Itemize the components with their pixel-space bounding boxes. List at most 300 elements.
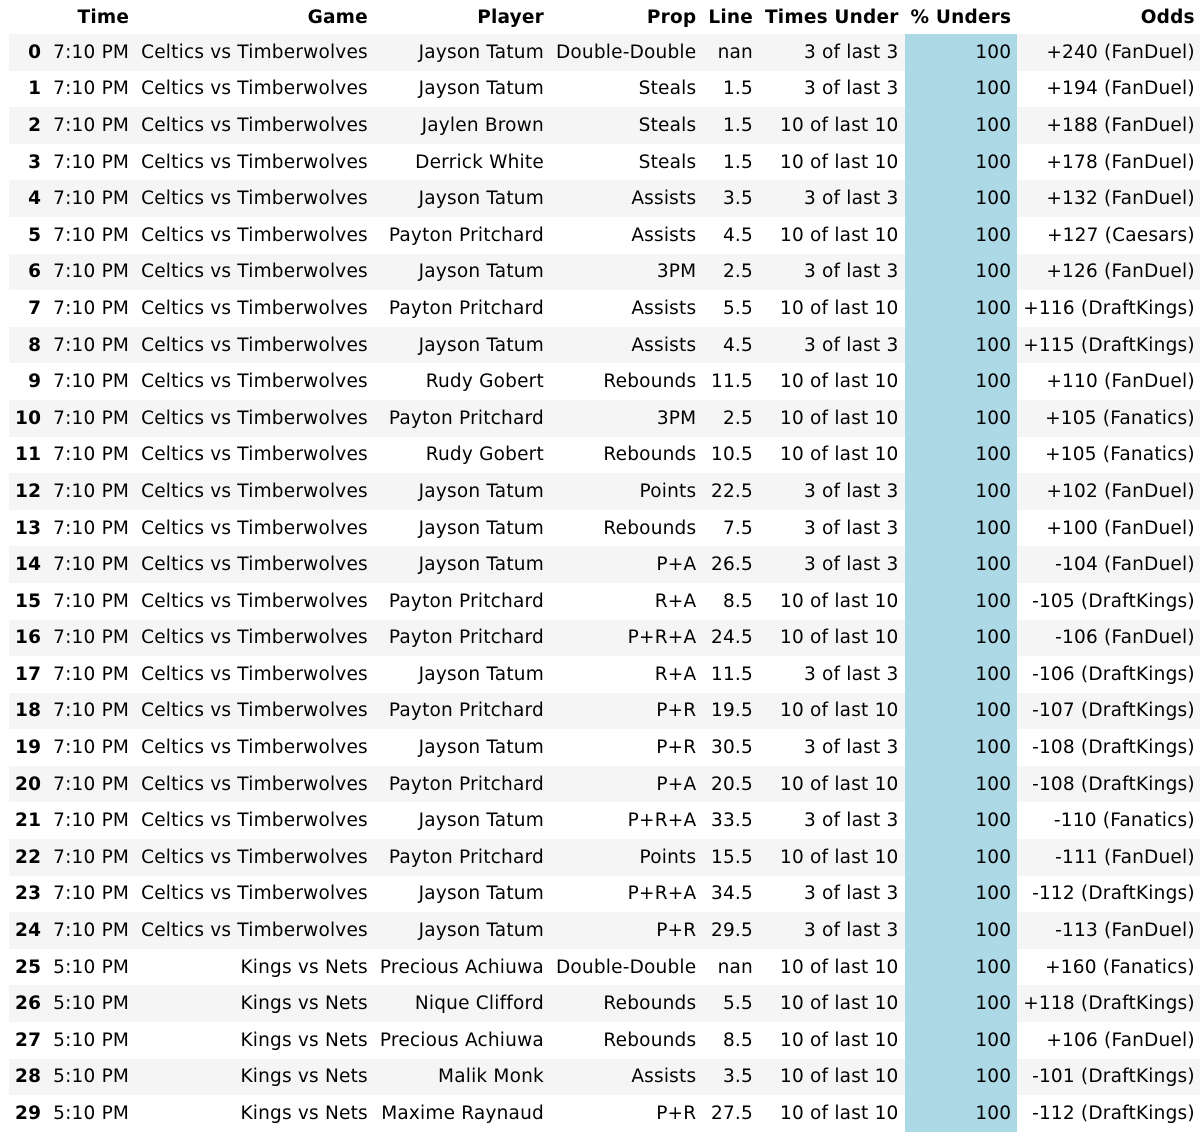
cell-times-under: 3 of last 3	[759, 510, 905, 547]
cell-game: Kings vs Nets	[135, 985, 374, 1022]
cell-player: Jayson Tatum	[374, 656, 550, 693]
table-row	[9, 217, 1200, 254]
cell-line: 19.5	[702, 693, 759, 730]
cell-game: Celtics vs Timberwolves	[135, 71, 374, 108]
table-row	[9, 876, 1200, 913]
cell-odds: -110 (Fanatics)	[1017, 802, 1200, 839]
table-row	[9, 912, 1200, 949]
cell-pct-unders: 100	[905, 327, 1018, 364]
cell-time: 7:10 PM	[47, 180, 135, 217]
cell-player: Derrick White	[374, 144, 550, 181]
cell-odds: +178 (FanDuel)	[1017, 144, 1200, 181]
cell-game: Celtics vs Timberwolves	[135, 693, 374, 730]
cell-player: Rudy Gobert	[374, 437, 550, 474]
cell-times-under: 10 of last 10	[759, 290, 905, 327]
cell-pct-unders: 100	[905, 400, 1018, 437]
cell-prop: Rebounds	[550, 1022, 702, 1059]
cell-pct-unders: 100	[905, 546, 1018, 583]
cell-player: Precious Achiuwa	[374, 1022, 550, 1059]
row-index: 4	[9, 180, 47, 217]
cell-line: 26.5	[702, 546, 759, 583]
table-row	[9, 473, 1200, 510]
cell-time: 7:10 PM	[47, 620, 135, 657]
cell-pct-unders: 100	[905, 876, 1018, 913]
cell-odds: +126 (FanDuel)	[1017, 254, 1200, 291]
cell-pct-unders: 100	[905, 583, 1018, 620]
cell-player: Jayson Tatum	[374, 876, 550, 913]
cell-player: Malik Monk	[374, 1059, 550, 1096]
cell-times-under: 3 of last 3	[759, 473, 905, 510]
cell-times-under: 10 of last 10	[759, 985, 905, 1022]
cell-line: 10.5	[702, 437, 759, 474]
cell-pct-unders: 100	[905, 985, 1018, 1022]
cell-odds: +106 (FanDuel)	[1017, 1022, 1200, 1059]
cell-prop: P+R	[550, 729, 702, 766]
table-row	[9, 583, 1200, 620]
cell-game: Kings vs Nets	[135, 1059, 374, 1096]
row-index: 19	[9, 729, 47, 766]
cell-pct-unders: 100	[905, 510, 1018, 547]
cell-odds: +188 (FanDuel)	[1017, 107, 1200, 144]
cell-prop: 3PM	[550, 400, 702, 437]
cell-odds: +105 (Fanatics)	[1017, 437, 1200, 474]
cell-time: 5:10 PM	[47, 1059, 135, 1096]
table-row	[9, 34, 1200, 71]
cell-line: 30.5	[702, 729, 759, 766]
cell-time: 7:10 PM	[47, 802, 135, 839]
cell-time: 7:10 PM	[47, 217, 135, 254]
cell-prop: R+A	[550, 583, 702, 620]
cell-game: Celtics vs Timberwolves	[135, 290, 374, 327]
row-index: 27	[9, 1022, 47, 1059]
table-row	[9, 107, 1200, 144]
row-index: 3	[9, 144, 47, 181]
table-row	[9, 510, 1200, 547]
row-index: 13	[9, 510, 47, 547]
cell-line: 1.5	[702, 107, 759, 144]
row-index: 11	[9, 437, 47, 474]
cell-prop: Steals	[550, 71, 702, 108]
header-game: Game	[135, 0, 374, 34]
row-index: 8	[9, 327, 47, 364]
cell-times-under: 3 of last 3	[759, 802, 905, 839]
cell-time: 7:10 PM	[47, 473, 135, 510]
cell-line: nan	[702, 34, 759, 71]
row-index: 14	[9, 546, 47, 583]
row-index: 16	[9, 620, 47, 657]
header-pct-unders: % Unders	[905, 0, 1018, 34]
cell-game: Celtics vs Timberwolves	[135, 876, 374, 913]
row-index: 0	[9, 34, 47, 71]
cell-player: Payton Pritchard	[374, 766, 550, 803]
cell-odds: -105 (DraftKings)	[1017, 583, 1200, 620]
cell-player: Jayson Tatum	[374, 327, 550, 364]
cell-prop: Double-Double	[550, 34, 702, 71]
cell-player: Jaylen Brown	[374, 107, 550, 144]
cell-line: 11.5	[702, 363, 759, 400]
cell-game: Celtics vs Timberwolves	[135, 546, 374, 583]
cell-time: 7:10 PM	[47, 327, 135, 364]
cell-line: 22.5	[702, 473, 759, 510]
cell-player: Jayson Tatum	[374, 729, 550, 766]
cell-game: Celtics vs Timberwolves	[135, 254, 374, 291]
cell-times-under: 10 of last 10	[759, 107, 905, 144]
cell-times-under: 3 of last 3	[759, 180, 905, 217]
cell-game: Celtics vs Timberwolves	[135, 327, 374, 364]
cell-line: 1.5	[702, 71, 759, 108]
cell-player: Nique Clifford	[374, 985, 550, 1022]
cell-line: 8.5	[702, 583, 759, 620]
cell-line: 3.5	[702, 1059, 759, 1096]
row-index: 21	[9, 802, 47, 839]
cell-times-under: 10 of last 10	[759, 839, 905, 876]
cell-game: Celtics vs Timberwolves	[135, 802, 374, 839]
cell-line: 7.5	[702, 510, 759, 547]
cell-time: 5:10 PM	[47, 1022, 135, 1059]
cell-player: Payton Pritchard	[374, 620, 550, 657]
cell-player: Payton Pritchard	[374, 400, 550, 437]
cell-pct-unders: 100	[905, 1059, 1018, 1096]
cell-player: Jayson Tatum	[374, 802, 550, 839]
cell-player: Payton Pritchard	[374, 693, 550, 730]
row-index: 26	[9, 985, 47, 1022]
cell-times-under: 3 of last 3	[759, 876, 905, 913]
cell-time: 7:10 PM	[47, 400, 135, 437]
cell-game: Celtics vs Timberwolves	[135, 144, 374, 181]
cell-prop: Points	[550, 839, 702, 876]
cell-time: 7:10 PM	[47, 876, 135, 913]
cell-prop: Rebounds	[550, 437, 702, 474]
cell-prop: Steals	[550, 107, 702, 144]
table-row	[9, 180, 1200, 217]
cell-line: 4.5	[702, 217, 759, 254]
cell-line: 20.5	[702, 766, 759, 803]
cell-pct-unders: 100	[905, 217, 1018, 254]
cell-time: 7:10 PM	[47, 254, 135, 291]
row-index: 2	[9, 107, 47, 144]
cell-pct-unders: 100	[905, 766, 1018, 803]
table-row	[9, 327, 1200, 364]
cell-game: Celtics vs Timberwolves	[135, 400, 374, 437]
cell-odds: -112 (DraftKings)	[1017, 876, 1200, 913]
cell-pct-unders: 100	[905, 1022, 1018, 1059]
cell-odds: +102 (FanDuel)	[1017, 473, 1200, 510]
cell-line: nan	[702, 949, 759, 986]
row-index: 6	[9, 254, 47, 291]
cell-player: Maxime Raynaud	[374, 1095, 550, 1132]
cell-odds: -107 (DraftKings)	[1017, 693, 1200, 730]
cell-time: 7:10 PM	[47, 583, 135, 620]
table-row	[9, 729, 1200, 766]
table-row	[9, 1022, 1200, 1059]
cell-time: 7:10 PM	[47, 766, 135, 803]
cell-pct-unders: 100	[905, 912, 1018, 949]
table-row	[9, 620, 1200, 657]
cell-time: 7:10 PM	[47, 363, 135, 400]
table-row	[9, 839, 1200, 876]
cell-game: Celtics vs Timberwolves	[135, 766, 374, 803]
cell-pct-unders: 100	[905, 839, 1018, 876]
cell-odds: +127 (Caesars)	[1017, 217, 1200, 254]
cell-time: 7:10 PM	[47, 546, 135, 583]
cell-pct-unders: 100	[905, 254, 1018, 291]
cell-odds: -104 (FanDuel)	[1017, 546, 1200, 583]
cell-prop: Rebounds	[550, 510, 702, 547]
header-index	[9, 0, 47, 34]
cell-odds: -108 (DraftKings)	[1017, 729, 1200, 766]
cell-player: Precious Achiuwa	[374, 949, 550, 986]
cell-times-under: 10 of last 10	[759, 437, 905, 474]
cell-pct-unders: 100	[905, 290, 1018, 327]
row-index: 24	[9, 912, 47, 949]
cell-pct-unders: 100	[905, 473, 1018, 510]
cell-time: 5:10 PM	[47, 985, 135, 1022]
cell-game: Kings vs Nets	[135, 949, 374, 986]
cell-time: 7:10 PM	[47, 34, 135, 71]
cell-game: Celtics vs Timberwolves	[135, 363, 374, 400]
header-line: Line	[702, 0, 759, 34]
cell-game: Celtics vs Timberwolves	[135, 912, 374, 949]
cell-times-under: 3 of last 3	[759, 656, 905, 693]
cell-prop: Rebounds	[550, 363, 702, 400]
table-row	[9, 1095, 1200, 1132]
cell-times-under: 10 of last 10	[759, 363, 905, 400]
cell-prop: Assists	[550, 180, 702, 217]
row-index: 1	[9, 71, 47, 108]
cell-prop: Assists	[550, 217, 702, 254]
cell-line: 29.5	[702, 912, 759, 949]
cell-odds: -106 (FanDuel)	[1017, 620, 1200, 657]
row-index: 12	[9, 473, 47, 510]
cell-player: Jayson Tatum	[374, 546, 550, 583]
cell-time: 5:10 PM	[47, 949, 135, 986]
cell-game: Kings vs Nets	[135, 1095, 374, 1132]
cell-times-under: 3 of last 3	[759, 729, 905, 766]
cell-odds: +132 (FanDuel)	[1017, 180, 1200, 217]
cell-player: Jayson Tatum	[374, 34, 550, 71]
cell-times-under: 10 of last 10	[759, 693, 905, 730]
cell-times-under: 10 of last 10	[759, 400, 905, 437]
cell-odds: +105 (Fanatics)	[1017, 400, 1200, 437]
cell-player: Payton Pritchard	[374, 217, 550, 254]
cell-odds: +116 (DraftKings)	[1017, 290, 1200, 327]
cell-game: Celtics vs Timberwolves	[135, 510, 374, 547]
cell-prop: P+R	[550, 693, 702, 730]
cell-times-under: 10 of last 10	[759, 1095, 905, 1132]
cell-line: 8.5	[702, 1022, 759, 1059]
table-row	[9, 254, 1200, 291]
cell-pct-unders: 100	[905, 180, 1018, 217]
table-row	[9, 949, 1200, 986]
table-body	[9, 34, 1200, 1132]
cell-line: 15.5	[702, 839, 759, 876]
cell-game: Celtics vs Timberwolves	[135, 839, 374, 876]
cell-odds: -101 (DraftKings)	[1017, 1059, 1200, 1096]
cell-pct-unders: 100	[905, 656, 1018, 693]
cell-pct-unders: 100	[905, 620, 1018, 657]
cell-time: 7:10 PM	[47, 912, 135, 949]
cell-player: Jayson Tatum	[374, 510, 550, 547]
cell-player: Payton Pritchard	[374, 583, 550, 620]
cell-prop: Assists	[550, 1059, 702, 1096]
cell-line: 34.5	[702, 876, 759, 913]
cell-line: 3.5	[702, 180, 759, 217]
row-index: 18	[9, 693, 47, 730]
cell-pct-unders: 100	[905, 144, 1018, 181]
table-row	[9, 546, 1200, 583]
cell-time: 7:10 PM	[47, 693, 135, 730]
row-index: 7	[9, 290, 47, 327]
table-row	[9, 1059, 1200, 1096]
cell-odds: +118 (DraftKings)	[1017, 985, 1200, 1022]
row-index: 25	[9, 949, 47, 986]
cell-game: Celtics vs Timberwolves	[135, 473, 374, 510]
table-row	[9, 400, 1200, 437]
cell-line: 2.5	[702, 254, 759, 291]
cell-pct-unders: 100	[905, 34, 1018, 71]
cell-prop: Steals	[550, 144, 702, 181]
cell-odds: -112 (DraftKings)	[1017, 1095, 1200, 1132]
cell-time: 7:10 PM	[47, 144, 135, 181]
cell-game: Celtics vs Timberwolves	[135, 729, 374, 766]
cell-prop: Assists	[550, 327, 702, 364]
cell-times-under: 10 of last 10	[759, 949, 905, 986]
cell-odds: +160 (Fanatics)	[1017, 949, 1200, 986]
cell-game: Celtics vs Timberwolves	[135, 34, 374, 71]
cell-player: Jayson Tatum	[374, 912, 550, 949]
cell-time: 7:10 PM	[47, 107, 135, 144]
cell-pct-unders: 100	[905, 729, 1018, 766]
table-row	[9, 437, 1200, 474]
cell-times-under: 10 of last 10	[759, 1022, 905, 1059]
cell-prop: Points	[550, 473, 702, 510]
header-player: Player	[374, 0, 550, 34]
cell-line: 5.5	[702, 985, 759, 1022]
cell-prop: P+R+A	[550, 876, 702, 913]
cell-times-under: 3 of last 3	[759, 912, 905, 949]
cell-prop: Double-Double	[550, 949, 702, 986]
table-row	[9, 144, 1200, 181]
cell-times-under: 3 of last 3	[759, 71, 905, 108]
cell-player: Jayson Tatum	[374, 71, 550, 108]
cell-odds: -113 (FanDuel)	[1017, 912, 1200, 949]
cell-line: 24.5	[702, 620, 759, 657]
cell-game: Celtics vs Timberwolves	[135, 107, 374, 144]
cell-line: 2.5	[702, 400, 759, 437]
cell-time: 7:10 PM	[47, 729, 135, 766]
cell-pct-unders: 100	[905, 71, 1018, 108]
cell-player: Jayson Tatum	[374, 180, 550, 217]
cell-time: 7:10 PM	[47, 839, 135, 876]
cell-line: 33.5	[702, 802, 759, 839]
cell-player: Rudy Gobert	[374, 363, 550, 400]
table-row	[9, 290, 1200, 327]
cell-prop: 3PM	[550, 254, 702, 291]
cell-time: 5:10 PM	[47, 1095, 135, 1132]
row-index: 22	[9, 839, 47, 876]
cell-game: Celtics vs Timberwolves	[135, 437, 374, 474]
cell-game: Celtics vs Timberwolves	[135, 180, 374, 217]
row-index: 23	[9, 876, 47, 913]
cell-prop: P+R	[550, 912, 702, 949]
cell-prop: P+R+A	[550, 620, 702, 657]
cell-player: Jayson Tatum	[374, 473, 550, 510]
cell-player: Jayson Tatum	[374, 254, 550, 291]
cell-player: Payton Pritchard	[374, 839, 550, 876]
cell-game: Celtics vs Timberwolves	[135, 217, 374, 254]
header-row	[9, 0, 1200, 34]
table-row	[9, 656, 1200, 693]
cell-pct-unders: 100	[905, 949, 1018, 986]
cell-times-under: 10 of last 10	[759, 583, 905, 620]
cell-player: Payton Pritchard	[374, 290, 550, 327]
cell-odds: -108 (DraftKings)	[1017, 766, 1200, 803]
cell-times-under: 10 of last 10	[759, 620, 905, 657]
cell-time: 7:10 PM	[47, 656, 135, 693]
cell-odds: +110 (FanDuel)	[1017, 363, 1200, 400]
row-index: 15	[9, 583, 47, 620]
cell-pct-unders: 100	[905, 802, 1018, 839]
cell-prop: P+A	[550, 766, 702, 803]
cell-odds: +240 (FanDuel)	[1017, 34, 1200, 71]
cell-pct-unders: 100	[905, 437, 1018, 474]
row-index: 28	[9, 1059, 47, 1096]
props-table	[9, 0, 1200, 1132]
cell-line: 1.5	[702, 144, 759, 181]
header-odds: Odds	[1017, 0, 1200, 34]
row-index: 9	[9, 363, 47, 400]
cell-prop: P+R+A	[550, 802, 702, 839]
cell-game: Celtics vs Timberwolves	[135, 583, 374, 620]
cell-time: 7:10 PM	[47, 437, 135, 474]
cell-prop: R+A	[550, 656, 702, 693]
header-prop: Prop	[550, 0, 702, 34]
cell-pct-unders: 100	[905, 1095, 1018, 1132]
cell-odds: -106 (DraftKings)	[1017, 656, 1200, 693]
cell-times-under: 10 of last 10	[759, 1059, 905, 1096]
cell-prop: P+A	[550, 546, 702, 583]
cell-times-under: 10 of last 10	[759, 144, 905, 181]
cell-times-under: 3 of last 3	[759, 254, 905, 291]
cell-odds: +194 (FanDuel)	[1017, 71, 1200, 108]
cell-times-under: 3 of last 3	[759, 327, 905, 364]
cell-prop: Rebounds	[550, 985, 702, 1022]
header-time: Time	[47, 0, 135, 34]
cell-times-under: 10 of last 10	[759, 217, 905, 254]
header-times-under: Times Under	[759, 0, 905, 34]
cell-line: 11.5	[702, 656, 759, 693]
row-index: 29	[9, 1095, 47, 1132]
cell-game: Celtics vs Timberwolves	[135, 656, 374, 693]
cell-odds: -111 (FanDuel)	[1017, 839, 1200, 876]
cell-times-under: 3 of last 3	[759, 546, 905, 583]
row-index: 5	[9, 217, 47, 254]
row-index: 20	[9, 766, 47, 803]
cell-time: 7:10 PM	[47, 290, 135, 327]
cell-prop: P+R	[550, 1095, 702, 1132]
table-row	[9, 693, 1200, 730]
cell-game: Celtics vs Timberwolves	[135, 620, 374, 657]
table-row	[9, 363, 1200, 400]
table-row	[9, 985, 1200, 1022]
table-row	[9, 71, 1200, 108]
cell-odds: +115 (DraftKings)	[1017, 327, 1200, 364]
cell-prop: Assists	[550, 290, 702, 327]
row-index: 17	[9, 656, 47, 693]
cell-line: 4.5	[702, 327, 759, 364]
cell-line: 27.5	[702, 1095, 759, 1132]
row-index: 10	[9, 400, 47, 437]
